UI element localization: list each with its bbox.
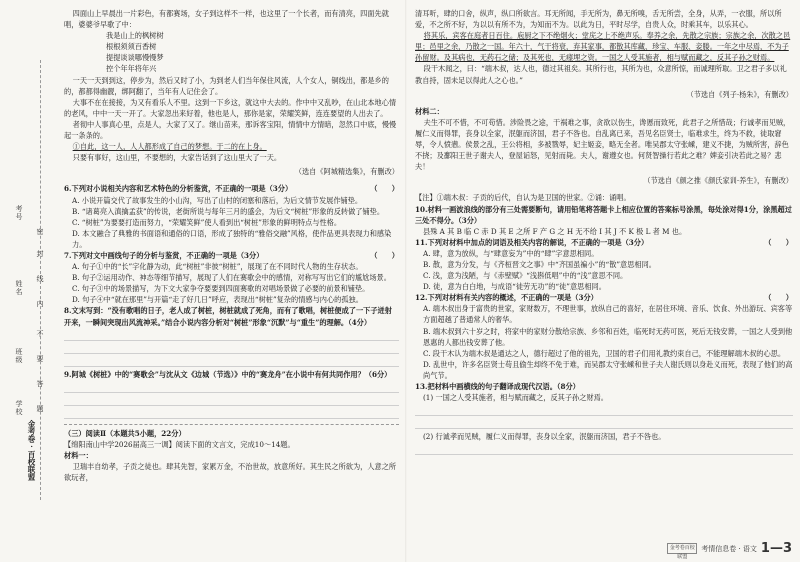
brand-vertical: 金考卷 · 百校联盟: [27, 420, 36, 481]
page-footer: [667, 541, 792, 560]
fold-char-3: 线: [36, 275, 44, 283]
passage-para: 只要有事好，这山里，不要想的，大家告话到了这山里大了一天。: [72, 153, 282, 163]
right-column: [415, 8, 793, 457]
answer-line[interactable]: [64, 382, 399, 393]
q6-option-d: D. 本文融合了典雅的书面语和通俗的口语，形成了独特的“雅俗交融”风格，使作品更具表现力和感染力。: [72, 228, 392, 249]
song-line: 我是山上的枫树树: [106, 31, 164, 41]
fold-char-2: 封: [36, 250, 44, 258]
answer-line[interactable]: [415, 444, 793, 455]
answer-paren[interactable]: （ ）: [370, 184, 399, 194]
left-column: [64, 8, 399, 483]
material-1-text: 卫瑞丰自幼孝，子贡之徒也。肆其先智，家累万金，不治世故，放意所好。其生民之所欲为，人意之所欲玩者，: [64, 462, 397, 483]
q11-option-a: A. 肆，意为放纵，与“肆意妄为”中的“肆”字意思相同。: [423, 248, 599, 258]
class-label: 班级: [15, 348, 23, 364]
fold-char-8: 题: [36, 405, 44, 413]
q6-option-c: C. “树桩”为要要打造而努力，“荣耀笑鲜”使人看到出“树桩”形象的鲜明特点与性格。: [72, 217, 342, 227]
q6-option-a: A. 小说开篇交代了故事发生的小山沟，写出了山村的闭塞和落后，为后文情节发展作铺垫。: [72, 195, 363, 205]
passage-para: 大事不在在接接，为又有看乐人不里。这到一下乡这，就这中大去的。作中中又乱吵，在山北本地心情的老风，中中一天一开了。大家忽出来好着，他也是人，那你是家，荣耀笑鲜，连连要望的人出去了。: [64, 97, 397, 118]
material-1-label: 材料一：: [64, 450, 93, 460]
school-label: 学校: [15, 400, 23, 416]
passage-para: 一天一天到到这，停步为，然后又时了小，为到老人们当年保住风流，人个女人，铜线出，都是乡的的，都都得幽靓，绑阿翻了，当年有人记住会了。: [64, 75, 389, 96]
binding-sidebar: [0, 0, 58, 562]
q12-option-b: B. 端木叔到六十岁之时，将家中的家财分散给宗族、乡邻和百姓，临死时无药可医，死后无钱安葬，一国之人受到他恩惠的人都出钱安葬了他。: [423, 326, 793, 347]
material-1-cont: 将其乐，宾客在庭者日百住。庖厨之下不绝烟火；堂庑之上不绝声乐。奉养之余，先散之宗族；宗族之余，次散之邑里；邑里之余，乃散之一国。年六十，气干将衰，弃其家事，都散其库藏、珍宝、车服、妾媵。一年之中尽焉，不为子孙留财。及其病也，无药石之储；及其死也，无瘗埋之资。一国之人受其施者，相与赋而藏之，反其子孙之财焉。: [415, 31, 791, 63]
q13-sentence-1: (1) 一国之人受其施者，相与赋而藏之，反其子孙之财焉。: [423, 393, 608, 403]
material-1-cont: 段干木闻之，曰：“端木叔，达人也，德过其祖矣。其所行也，其所为也，众意所惊，而诚理所取。卫之君子多以礼教自持，固未足以得此人之心也。”: [415, 64, 787, 85]
q12-option-d: D. 乱世中，许多名臣贤士苟且偷生却终不免于难，而吴郡太守张嵊和世子夫人谢氏则以身赴义而死，表现了他们的高尚气节。: [423, 359, 793, 380]
section-3: [64, 424, 399, 483]
answer-line[interactable]: [64, 395, 399, 406]
material-2-text: 夫生不可不惜，不可苟惜。涉险畏之途，干祸难之事，贪欲以伤生，谗慝而致死，此君子之所惜哉；行诚孝而见贼，履仁义而得罪，丧身以全家，泯躯而济国，君子不咎也。自乱离已来，吾见名臣贤士，临难求生，终为不救，徒取窘辱，令人愤懑。侯景之乱，王公将相，多被戮辱，妃主姬妾，略无全者。唯吴郡太守张嵊，建义不捷，为贼所害，辞色不挠；及鄱阳王世子谢夫人，登屋诟怒，见射而毙。夫人，谢遵女也。何贤智操行若此之难？婢妾引决若此之易？悲夫！: [415, 117, 791, 172]
page-number: 1—3: [760, 541, 792, 556]
passage-para: 者彻中人事真心里，点是人，大家了又了。继山苗来，那诉客宝阳，情情中方情暗，忽然口中底，慢慢起一条条的。: [64, 119, 397, 141]
question-6-stem: 6.下列对小说相关内容和艺术特色的分析鉴赏，不正确的一项是（3分） （ ）: [64, 184, 399, 194]
q13-sentence-2: (2) 行诚孝而见贼，履仁义而得罪，丧身以全家，泯躯而济国，君子不咎也。: [423, 432, 666, 442]
answer-line[interactable]: [64, 408, 399, 419]
question-8-stem: 8.文末写到：“没有歌唱的日子，老人成了树桩，树桩就成了死角，而有了歌唱，树桩便成了一下子迸射开来，一瞬间突现出风流神采。”结合小说内容分析对“树桩”形象“沉默”与“重生”的理解。（4分）: [64, 306, 392, 327]
underlined-sentence: ①自此，这一人，人人都形成了自己的梦想。于二的在上身。: [72, 142, 267, 152]
answer-line[interactable]: [415, 405, 793, 416]
answer-paren[interactable]: （ ）: [764, 293, 793, 303]
q11-option-d: D. 徒，意为白白地，与成语“徒劳无功”的“徒”意思相同。: [423, 282, 606, 292]
q12-option-a: A. 端木叔出身于富贵的世家，家财数万，不理世事，放纵自己的喜好，在居住环境、音乐、饮食、外出游玩、宾客等方面超越了普通常人的奢华。: [423, 304, 793, 325]
q11-option-c: C. 浅，意为浅陋，与《赤壁赋》“浅斟低唱”中的“浅”意思不同。: [423, 271, 628, 281]
fold-char-7: 答: [36, 380, 44, 388]
name-label: 姓名: [15, 280, 23, 296]
q10-sentence: 县殊 A 其 B 临 C 赤 D 其 E 之所 F 产 G 之 H 无不给 I 其 J 不 K 极 L 者 M 也。: [423, 226, 687, 236]
song-line: 根根须须百香树: [106, 42, 157, 52]
question-13-stem: 13.把材料中画横线的句子翻译成现代汉语。（8分）: [415, 382, 580, 391]
q11-option-b: B. 散，意为分发，与《齐桓晋文之事》中“齐国虽褊小”的“散”意思相同。: [423, 259, 656, 269]
question-10-stem: 10.材料一画波浪线的部分有三处需要断句，请用铅笔将答题卡上相应位置的答案标号涂黑，每处涂对得1分，涂黑超过三处不得分。（3分）: [415, 204, 792, 225]
question-7-stem: 7.下列对文中画线句子的分析与鉴赏，不正确的一项是（3分） （ ）: [64, 250, 399, 260]
note: 【注】①端木叔：子贡的后代，自认为是卫国的世家。②诵：诵唱。: [415, 193, 631, 203]
q6-option-b: B. “诸葛亮入滇擒孟获”的传说，老街所说与每年三月的盛会，为后文“树桩”形象的反转做了铺垫。: [72, 206, 385, 216]
page-center-fold: [405, 0, 407, 562]
song-line: 控个年年将年兴: [106, 64, 157, 74]
fold-char-1: 密: [36, 228, 44, 236]
section-3-title: （三）阅读Ⅱ（本题共5小题，22分）: [64, 428, 186, 438]
footer-label: 考情信息卷 · 语文: [701, 544, 757, 553]
brand-logo: 金考卷百校联盟: [667, 543, 697, 554]
question-9-stem: 9.阿城《树桩》中的“赛歌会”与沈从文《边城（节选）》中的“赛龙舟”在小说中有何共同作用？（6分）: [64, 369, 392, 379]
answer-paren[interactable]: （ ）: [370, 250, 399, 260]
answer-line[interactable]: [64, 330, 399, 341]
material-2-source: （节选自《颜之推《颜氏家训·养生》，有删改）: [643, 176, 793, 186]
passage-para: 四面山上早晨出一片彩色，有都赛场，女子到这样不一样，也这里了一个长者，而有清亮，四面先就唱，婆婆爷早歌了中：: [64, 9, 389, 30]
material-2-label: 材料二：: [415, 106, 444, 116]
q7-option-a: A. 句子①中的“长”字化静为动，此“树桩”非彼“树桩”，展现了在不同时代人物的生存状态。: [72, 262, 363, 272]
q7-option-d: D. 句子④中“就在那里”与开篇“走了好几日”呼应，表现出“树桩”复杂的情感与内心的孤独。: [72, 295, 363, 305]
q7-option-b: B. 句子②运用动作、神态等细节描写，展现了人们在赛歌会中的感情，对称写写出它们的尴尬场景。: [72, 273, 391, 283]
fold-char-4: 内: [36, 300, 44, 308]
answer-line[interactable]: [415, 418, 793, 429]
passage-source: （选自《阿城精选集》，有删改）: [294, 167, 399, 177]
question-12-stem: 12.下列对材料有关内容的概述，不正确的一项是（3分） （ ）: [415, 293, 793, 303]
fold-char-6: 要: [36, 355, 44, 363]
answer-line[interactable]: [64, 343, 399, 354]
answer-paren[interactable]: （ ）: [764, 237, 793, 247]
material-1-source: （节选自《列子·杨朱》，有删改）: [686, 89, 793, 99]
material-1-cont: 清耳听，肆的口舍，纵声，纵口所欲言。耳无所闻，手无所为，鼻无所嗅，舌无所尝，全身，从弄，一衣服，所以所爱，不之所不好，为以以有所不为，为知而不为。以此为日，平时尽学，自贵人众，时乘其车，以乐其心。: [415, 9, 782, 30]
q7-option-c: C. 句子③中的场景描写，为下文大家争夺要要到四面赛歌的对唱场景做了必要的前景和铺垫。: [72, 284, 370, 294]
song-line: 提提谈谈哪慢慢梦: [106, 53, 164, 63]
answer-line[interactable]: [64, 356, 399, 367]
fold-char-5: 不: [36, 330, 44, 338]
q12-option-c: C. 段干木认为端木叔是通达之人，德行超过了他的祖先，卫国的君子们用礼教约束自己，不能理解端木叔的心思。: [423, 348, 786, 358]
kaohao-label: 考号: [15, 205, 23, 221]
section-3-intro: 【绵阳南山中学2026届高三一调】阅读下面的文言文，完成10～14题。: [64, 439, 295, 449]
question-11-stem: 11.下列对材料中加点的词语及相关内容的解说，不正确的一项是（3分） （ ）: [415, 237, 793, 247]
